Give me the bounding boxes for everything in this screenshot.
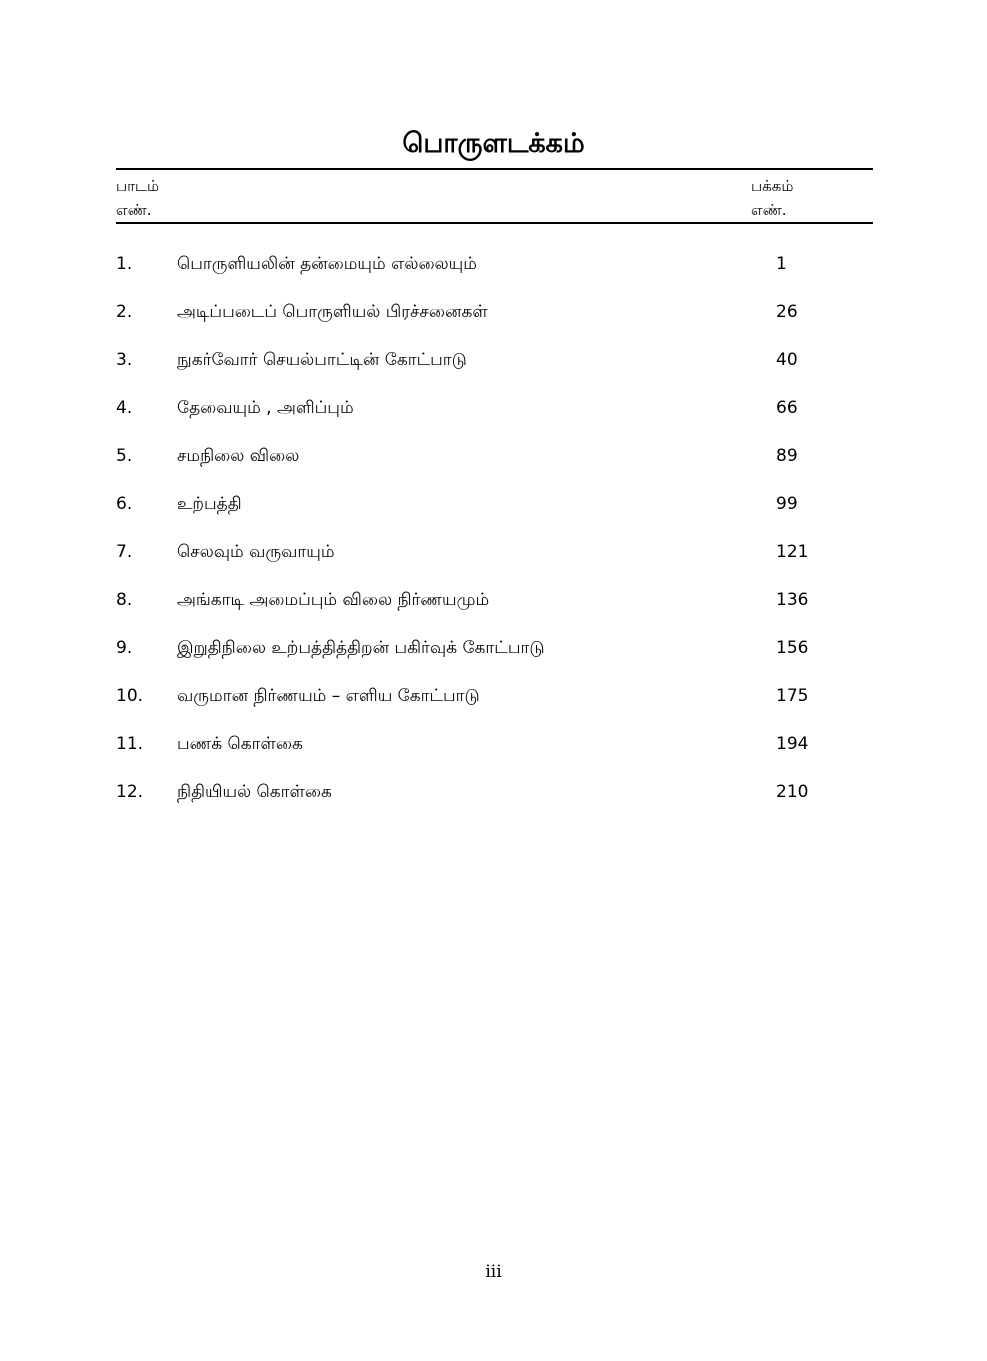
toc-entry — [0, 486, 987, 534]
entry-title: பணக் கொள்கை — [177, 734, 303, 754]
toc-entry — [0, 390, 987, 438]
entry-title: வருமான நிர்ணயம் – எளிய கோட்பாடு — [177, 686, 480, 706]
entry-number: 9. — [116, 638, 133, 658]
entry-page: 99 — [776, 494, 798, 514]
toc-entry — [0, 246, 987, 294]
entry-number: 7. — [116, 542, 133, 562]
toc-entry — [0, 630, 987, 678]
entry-page: 1 — [776, 254, 787, 274]
entry-number: 4. — [116, 398, 133, 418]
entry-number: 3. — [116, 350, 133, 370]
entry-page: 121 — [776, 542, 809, 562]
entry-page: 210 — [776, 782, 809, 802]
entry-title: நிதியியல் கொள்கை — [177, 782, 332, 802]
entry-page: 194 — [776, 734, 809, 754]
page-title: பொருளடக்கம் — [402, 128, 585, 160]
toc-entry — [0, 294, 987, 342]
entry-title: சமநிலை விலை — [177, 446, 300, 466]
toc-entry — [0, 774, 987, 822]
entry-number: 12. — [116, 782, 144, 802]
header-top-rule — [116, 168, 873, 170]
entry-number: 1. — [116, 254, 133, 274]
entry-page: 89 — [776, 446, 798, 466]
entry-page: 136 — [776, 590, 809, 610]
toc-entry — [0, 438, 987, 486]
entry-title: தேவையும் , அளிப்பும் — [177, 398, 354, 418]
entry-title: அடிப்படைப் பொருளியல் பிரச்சனைகள் — [177, 302, 488, 322]
toc-entry — [0, 534, 987, 582]
header-bottom-rule — [116, 222, 873, 224]
entry-title: செலவும் வருவாயும் — [177, 542, 335, 562]
entry-page: 66 — [776, 398, 798, 418]
entry-number: 6. — [116, 494, 133, 514]
entry-number: 10. — [116, 686, 144, 706]
entry-number: 2. — [116, 302, 133, 322]
entry-title: உற்பத்தி — [177, 494, 242, 514]
toc-entry — [0, 726, 987, 774]
table-of-contents — [0, 246, 987, 822]
entry-number: 8. — [116, 590, 133, 610]
entry-page: 156 — [776, 638, 809, 658]
entry-title: நுகர்வோர் செயல்பாட்டின் கோட்பாடு — [177, 350, 467, 370]
entry-title: பொருளியலின் தன்மையும் எல்லையும் — [177, 254, 477, 274]
toc-entry — [0, 342, 987, 390]
entry-number: 5. — [116, 446, 133, 466]
entry-title: அங்காடி அமைப்பும் விலை நிர்ணயமும் — [177, 590, 490, 610]
entry-page: 175 — [776, 686, 809, 706]
entry-page: 26 — [776, 302, 798, 322]
lesson-number-column-header — [116, 174, 159, 222]
entry-title: இறுதிநிலை உற்பத்தித்திறன் பகிர்வுக் கோட்பாடு — [177, 638, 545, 658]
page-number-footer: iii — [485, 1262, 502, 1282]
toc-entry — [0, 582, 987, 630]
entry-number: 11. — [116, 734, 144, 754]
lesson-header-line1: பாடம் — [116, 177, 160, 195]
entry-page: 40 — [776, 350, 798, 370]
page-number-column-header — [751, 174, 793, 222]
lesson-header-line2: எண். — [116, 201, 152, 219]
page-header-line2: எண். — [751, 201, 787, 219]
page-header-line1: பக்கம் — [751, 177, 794, 195]
toc-entry — [0, 678, 987, 726]
